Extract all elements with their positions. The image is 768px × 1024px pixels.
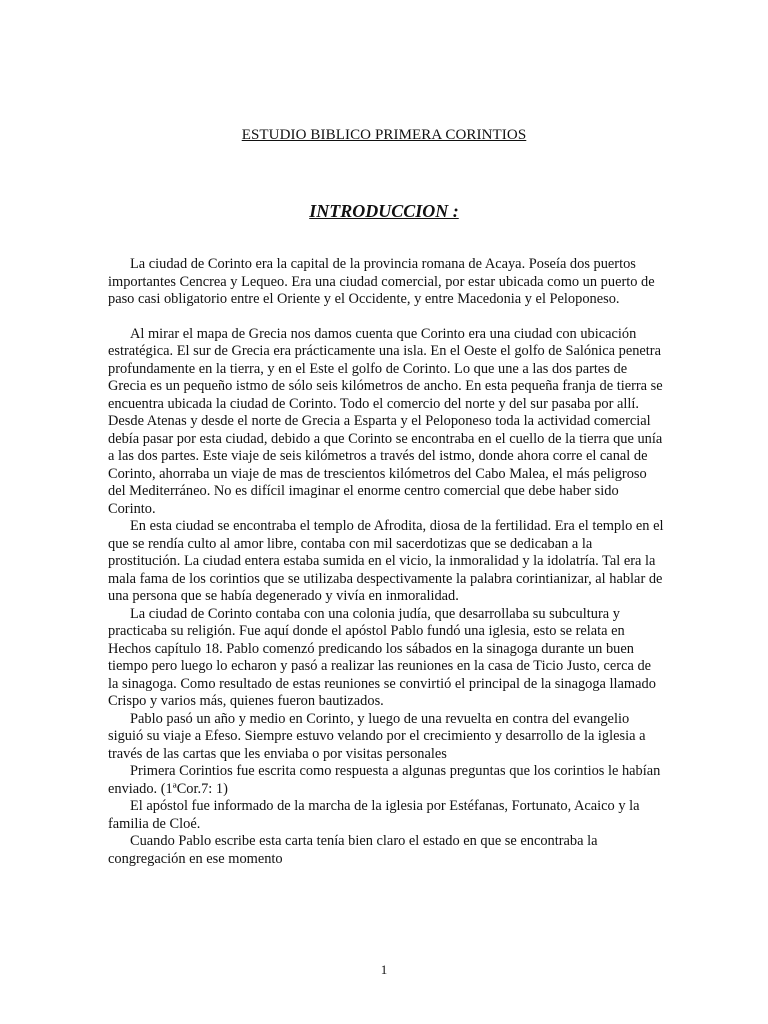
paragraph-4: La ciudad de Corinto contaba con una colonia judía, que desarrollaba su subcultura y practicaba su religión. Fue aquí donde el apóstol Pablo fundó una iglesia, esto se relata en Hechos capítulo 18. Pablo comenzó predicando los sábados en la sinagoga durante un buen tiempo pero luego lo echaron y pasó a realizar las reuniones en la casa de Ticio Justo, cerca de la sinagoga. Como resultado de estas reuniones se convirtió el principal de la sinagoga llamado Crispo y varios más, quienes fueron bautizados.	[108, 605, 656, 709]
paragraph-1: La ciudad de Corinto era la capital de la provincia romana de Acaya. Poseía dos puertos importantes Cencrea y Lequeo. Era una ciudad comercial, por estar ubicada como un puerto de paso casi obligatorio entre el Oriente y el Occidente, y entre Macedonia y el Peloponeso.	[108, 256, 655, 307]
paragraph-6: Primera Corintios fue escrita como respuesta a algunas preguntas que los corintios le habían enviado. (1ªCor.7: 1)	[108, 763, 661, 797]
paragraph-7: El apóstol fue informado de la marcha de la iglesia por Estéfanas, Fortunato, Acaico y la familia de Cloé.	[108, 798, 640, 832]
paragraph-3: En esta ciudad se encontraba el templo de Afrodita, diosa de la fertilidad. Era el templo en el que se rendía culto al amor libre, contaba con mil sacerdotizas que se dedicaban a la prostitución. La ciudad entera estaba sumida en el vicio, la inmoralidad y la idolatría. Tal era la mala fama de los corintios que se utilizaba despectivamente la palabra corintianizar, al hablar de una persona que se había degenerado y vivía en inmoralidad.	[108, 518, 664, 604]
section-heading: INTRODUCCION :	[309, 201, 459, 221]
paragraph-2: Al mirar el mapa de Grecia nos damos cuenta que Corinto era una ciudad con ubicación estratégica. El sur de Grecia era prácticamente una isla. En el Oeste el golfo de Salónica penetra profundamente en la tierra, y en el Este el golfo de Corinto. Lo que une a las dos partes de Grecia es un pequeño istmo de sólo seis kilómetros de ancho. En esta pequeña franja de tierra se encuentra ubicada la ciudad de Corinto. Todo el comercio del norte y del sur pasaba por allí. Desde Atenas y desde el norte de Grecia a Esparta y el Peloponeso toda la actividad comercial debía pasar por esta ciudad, debido a que Corinto se encontraba en el cuello de la tierra que unía a las dos partes. Este viaje de seis kilómetros a través del istmo, donde ahora corre el canal de Corinto, ahorraba un viaje de mas de trescientos kilómetros del Cabo Malea, el más peligroso del Mediterráneo. No es difícil imaginar el enorme centro comercial que debe haber sido Corinto.	[108, 325, 663, 517]
paragraph-5: Pablo pasó un año y medio en Corinto, y luego de una revuelta en contra del evangelio siguió su viaje a Efeso. Siempre estuvo velando por el crecimiento y desarrollo de la iglesia a través de las cartas que les enviaba o por visitas personales	[108, 710, 646, 762]
document-title: ESTUDIO BIBLICO PRIMERA CORINTIOS	[241, 127, 527, 143]
body-text	[108, 256, 664, 868]
paragraph-8: Cuando Pablo escribe esta carta tenía bien claro el estado en que se encontraba la congregación en ese momento	[108, 833, 598, 867]
page-number: 1	[380, 962, 388, 977]
